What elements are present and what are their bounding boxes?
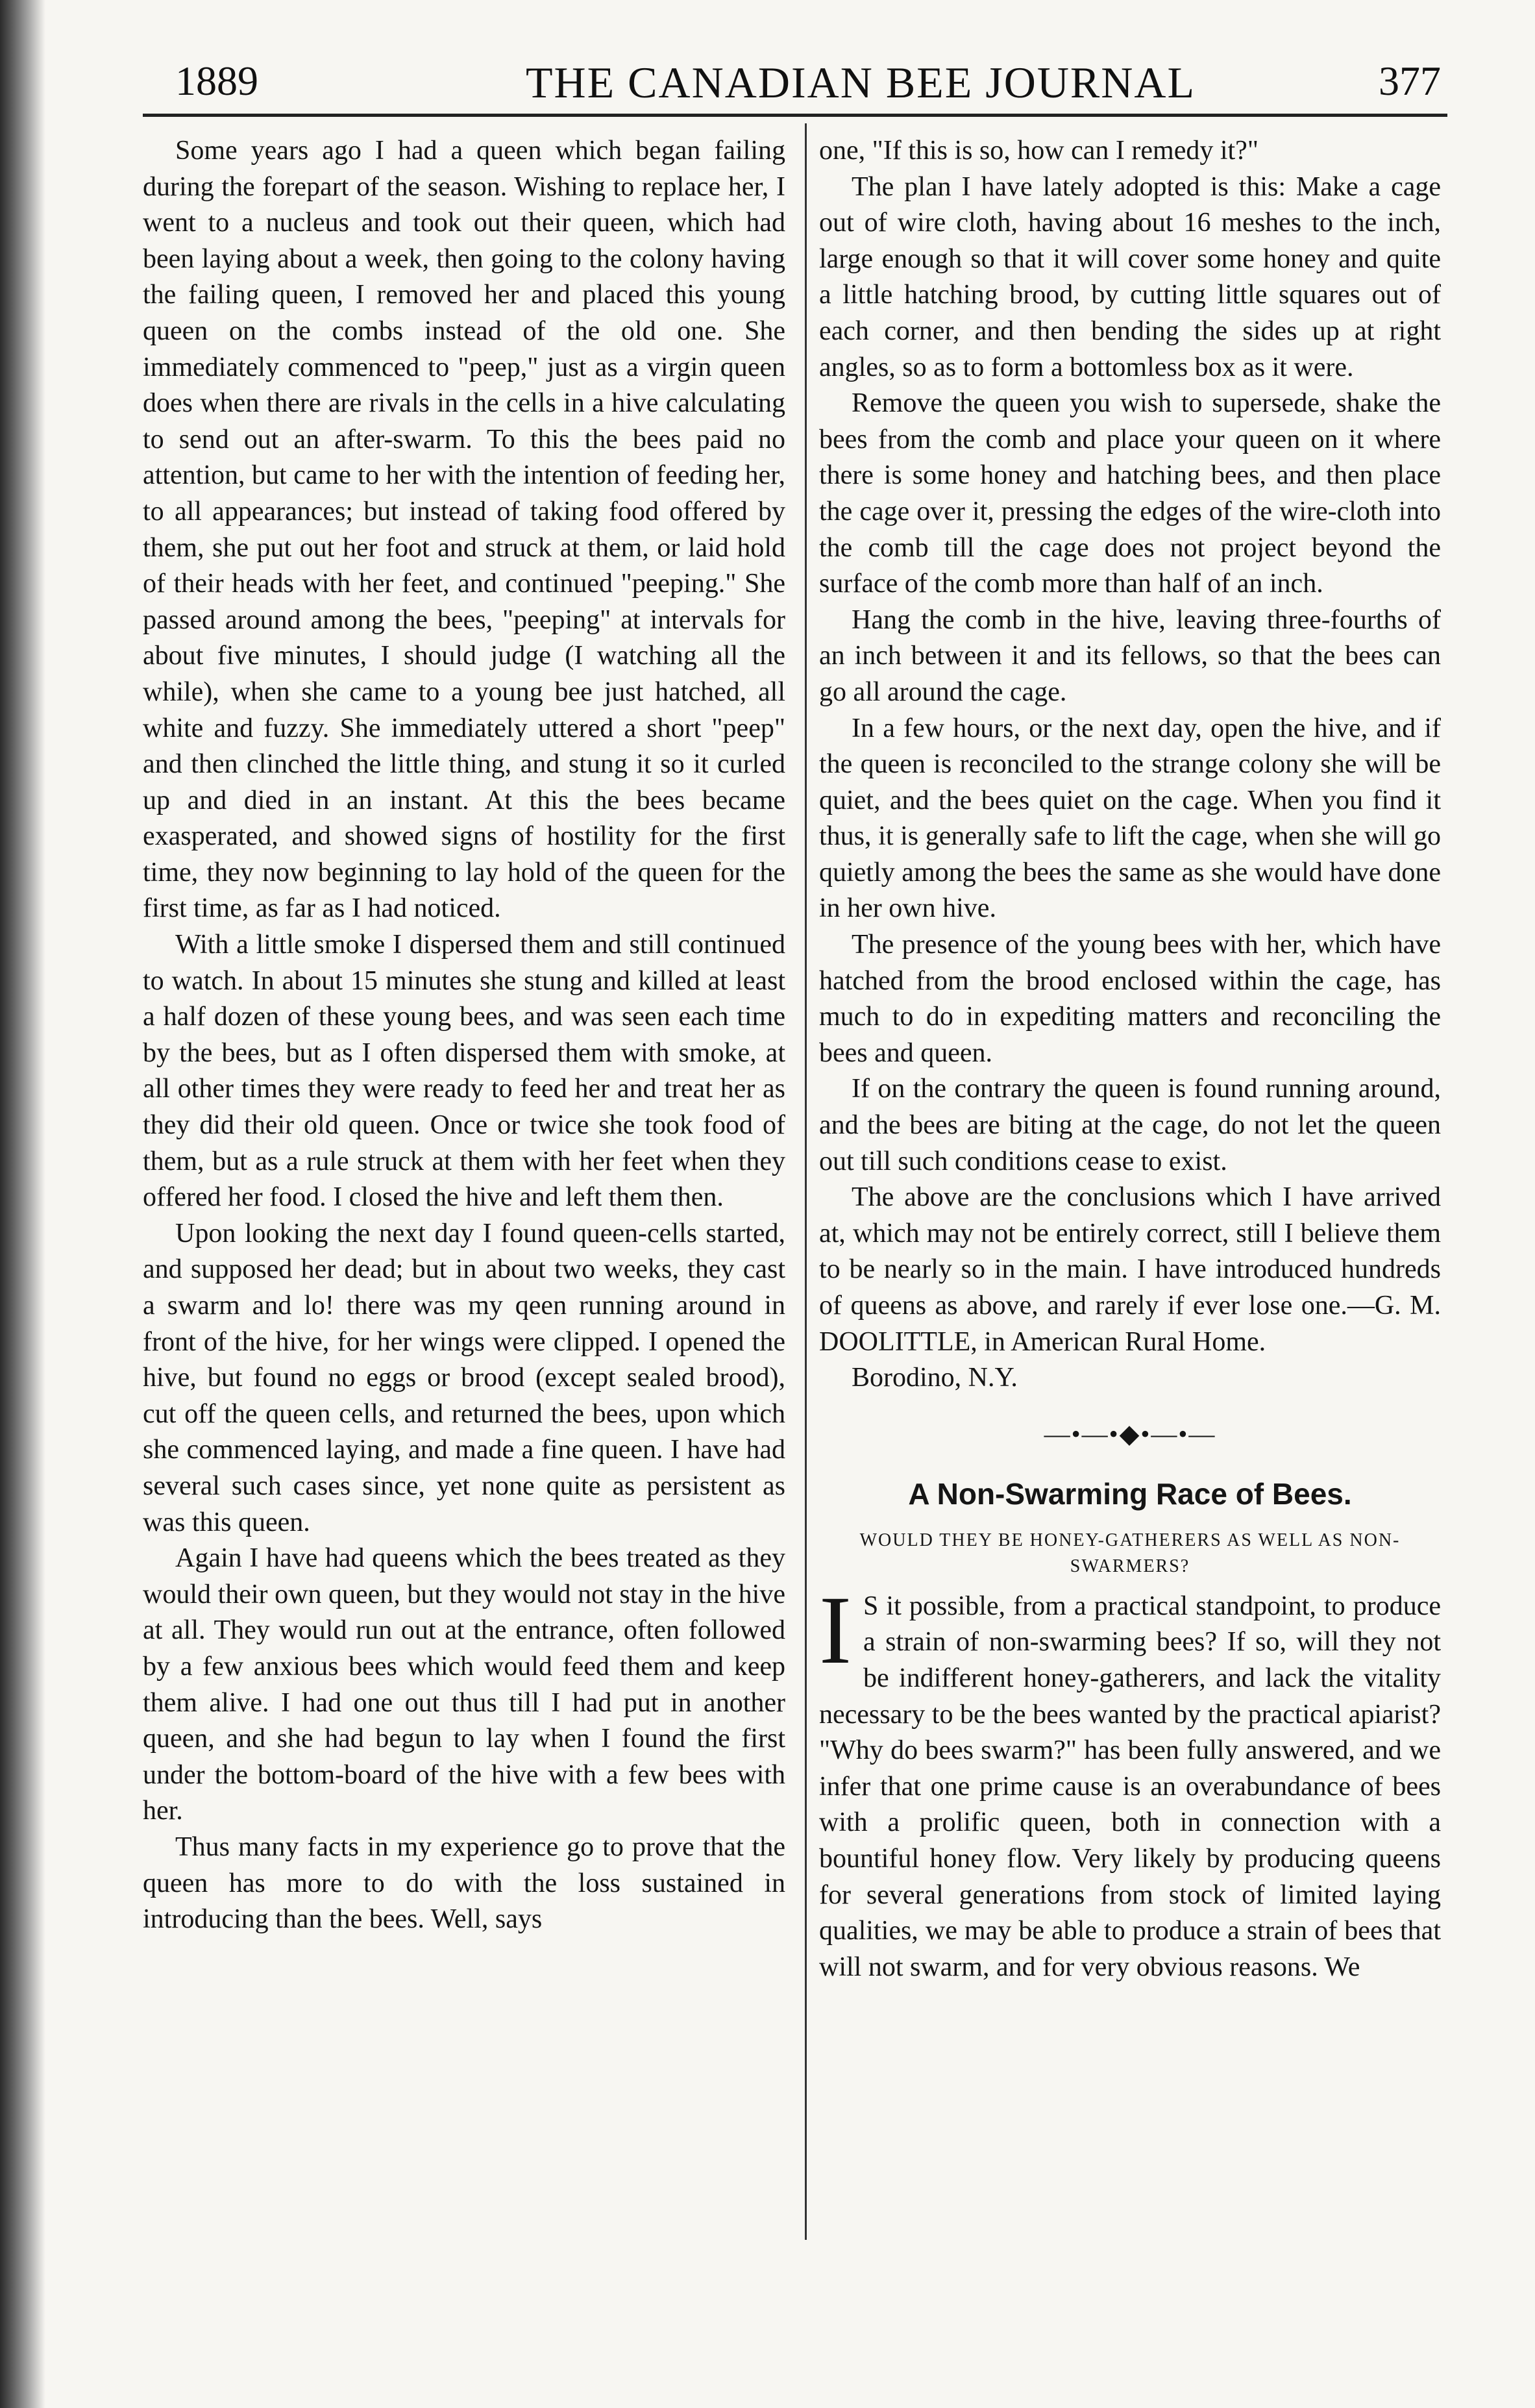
paragraph: Remove the queen you wish to supersede, shake the bees from the comb and place your queen on it where there is some honey and hatching bees, and then place the cage over it, pressing the edges of the wire-cloth into the comb till the cage does not project beyond the surface of the comb more than half of an inch. bbox=[819, 388, 1441, 599]
paragraph: In a few hours, or the next day, open the hive, and if the queen is reconciled to the strange colony she will be quiet, and the bees quiet on the cage. When you find it thus, it is generally safe to lift the cage, when she will go quietly among the bees the same as she would have done in her own hive. bbox=[819, 713, 1441, 924]
paragraph: Some years ago I had a queen which began failing during the forepart of the season. Wishing to replace her, I went to a nucleus and took out their queen, which had been laying about a week, then going to the colony having the failing queen, I removed her and placed this young queen on the combs instead of the old one. She immediately commenced to "peep," just as a virgin queen does when there are rivals in the cells in a hive calculating to send out an after-swarm. To this the bees paid no attention, but came to her with the intention of feeding her, to all appearances; but instead of taking food offered by them, she put out her foot and struck at them, or laid hold of their heads with her feet, and continued "peeping." She passed around among the bees, "peeping" at intervals for about five minutes, I should judge (I watching all the while), when she came to a young bee just hatched, all white and fuzzy. She immediately uttered a short "peep" and then clinched the little thing, and stung it so it curled up and died in an instant. At this the bees became exasperated, and showed signs of hostility for the first time, they now beginning to lay hold of the queen for the first time, as far as I had noticed. bbox=[143, 136, 785, 924]
column-divider bbox=[805, 123, 807, 2240]
article-subtitle: WOULD THEY BE HONEY-GATHERERS AS WELL AS NON-SWARMERS? bbox=[859, 1530, 1401, 1576]
binding-edge bbox=[0, 0, 45, 2408]
header-year: 1889 bbox=[175, 58, 258, 104]
page-number: 377 bbox=[1379, 58, 1441, 104]
paragraph: one, "If this is so, how can I remedy it?" bbox=[819, 136, 1259, 166]
paragraph: Upon looking the next day I found queen-cells started, and supposed her dead; but in about two weeks, they cast a swarm and lo! there was my qeen running around in front of the hive, for her wings were clipped. I opened the hive, but found no eggs or brood (except sealed brood), cut off the queen cells, and returned the bees, upon which she commenced laying, and made a fine queen. I have had several such cases since, yet none quite as persistent as was this queen. bbox=[143, 1218, 785, 1537]
left-column bbox=[143, 133, 785, 1938]
right-column bbox=[819, 133, 1441, 1985]
paragraph: Hang the comb in the hive, leaving three-fourths of an inch between it and its fellows, so that the bees can go all around the cage. bbox=[819, 604, 1441, 707]
page-header bbox=[175, 45, 1441, 117]
journal-title: THE CANADIAN BEE JOURNAL bbox=[526, 58, 1196, 107]
paragraph: With a little smoke I dispersed them and still continued to watch. In about 15 minutes she stung and killed at least a half dozen of these young bees, and was seen each time by the bees, but as I often dispersed them with smoke, at all other times they were ready to feed her and treat her as they did their old queen. Once or twice she took food of them, but as a rule struck at them with her feet when they offered her food. I closed the hive and left them then. bbox=[143, 930, 785, 1213]
paragraph: The above are the conclusions which I have arrived at, which may not be entirely correct, still I believe them to be nearly so in the main. I have introduced hundreds of queens as above, and rarely if ever lose one.—G. M. DOOLITTLE, in American Rural Home. bbox=[819, 1182, 1441, 1357]
paragraph: Thus many facts in my experience go to prove that the queen has more to do with the loss sustained in introducing than the bees. Well, says bbox=[143, 1831, 785, 1935]
article-body-text: S it possible, from a practical standpoint, to produce a strain of non-swarming bees? If so, will they not be indifferent honey-gatherers, and lack the vitality necessary to be the bees wanted by the practical apiarist? "Why do bees swarm?" has been fully answered, and we infer that one prime cause is an overabundance of bees with a prolific queen, both in connection with a bountiful honey flow. Very likely by producing queens for several generations from stock of limited laying qualities, we may be able to produce a strain of bees that will not swarm, and for very obvious reasons. We bbox=[819, 1591, 1441, 1982]
paragraph: Again I have had queens which the bees treated as they would their own queen, but they would not stay in the hive at all. They would run out at the entrance, often followed by a few anxious bees which would feed them and keep them alive. I had one out thus till I had put in another queen, and she had begun to lay when I found the first under the bottom-board of the hive with a few bees with her. bbox=[143, 1543, 785, 1826]
paragraph: The plan I have lately adopted is this: Make a cage out of wire cloth, having about 16 meshes to the inch, large enough so that it will cover some honey and quite a little hatching brood, by cutting little squares out of each corner, and then bending the sides up at right angles, so as to form a bottomless box as it were. bbox=[819, 171, 1441, 382]
section-ornament: —•—•◆•—•— bbox=[1044, 1419, 1216, 1448]
article-title: A Non-Swarming Race of Bees. bbox=[908, 1476, 1352, 1511]
article-body bbox=[819, 1576, 1441, 1986]
drop-cap: I bbox=[819, 1576, 852, 1684]
header-rule bbox=[143, 114, 1447, 117]
paragraph: If on the contrary the queen is found running around, and the bees are biting at the cage, do not let the queen out till such conditions cease to exist. bbox=[819, 1074, 1441, 1176]
signature-place: Borodino, N.Y. bbox=[852, 1363, 1018, 1393]
paragraph: The presence of the young bees with her, which have hatched from the brood enclosed within the cage, has much to do in expediting matters and reconciling the bees and queen. bbox=[819, 930, 1441, 1068]
